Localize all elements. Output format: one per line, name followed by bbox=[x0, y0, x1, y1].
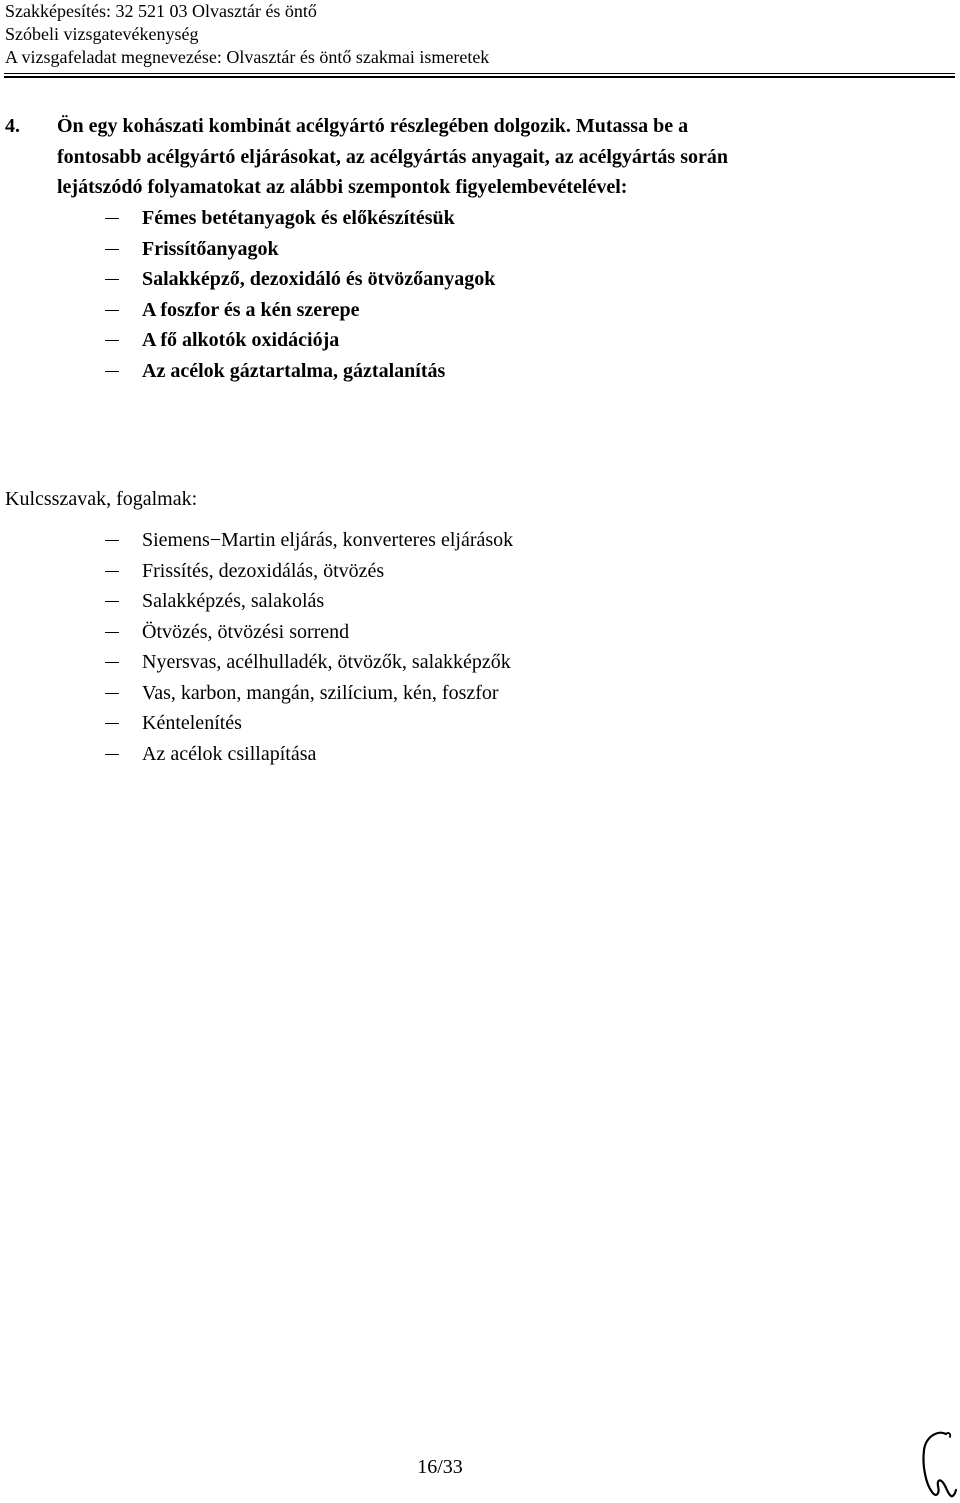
dash-bullet-icon bbox=[105, 571, 119, 572]
dash-bullet-icon bbox=[105, 723, 119, 724]
document-header bbox=[5, 0, 955, 69]
task-point: A foszfor és a kén szerepe bbox=[142, 298, 360, 321]
keyword-item: Az acélok csillapítása bbox=[142, 742, 317, 765]
task-number: 4. bbox=[5, 115, 20, 137]
dash-bullet-icon bbox=[105, 754, 119, 755]
list-item bbox=[0, 586, 960, 617]
header-exam-type: Szóbeli vizsgatevékenység bbox=[5, 24, 199, 44]
list-item bbox=[0, 617, 960, 648]
dash-bullet-icon bbox=[105, 218, 119, 219]
dash-bullet-icon bbox=[105, 632, 119, 633]
task-text-line-3: lejátszódó folyamatokat az alábbi szempontok figyelembevételével: bbox=[57, 176, 628, 198]
list-item bbox=[0, 203, 960, 234]
list-item bbox=[0, 234, 960, 265]
keyword-item: Siemens−Martin eljárás, konverteres eljárások bbox=[142, 529, 514, 551]
dash-bullet-icon bbox=[105, 310, 119, 311]
list-item bbox=[0, 678, 960, 709]
header-divider-thick bbox=[4, 76, 955, 78]
task-text-line-2: fontosabb acélgyártó eljárásokat, az acélgyártás anyagait, az acélgyártás során bbox=[57, 145, 728, 168]
header-task-name: A vizsgafeladat megnevezése: Olvasztár és öntő szakmai ismeretek bbox=[5, 47, 490, 67]
keyword-item: Kéntelenítés bbox=[142, 712, 242, 734]
header-divider-thin bbox=[4, 73, 955, 74]
dash-bullet-icon bbox=[105, 249, 119, 250]
list-item bbox=[0, 739, 960, 770]
list-item bbox=[0, 356, 960, 387]
keywords-list bbox=[0, 525, 960, 769]
dash-bullet-icon bbox=[105, 279, 119, 280]
dash-bullet-icon bbox=[105, 540, 119, 541]
keywords-heading: Kulcsszavak, fogalmak: bbox=[5, 488, 198, 510]
dash-bullet-icon bbox=[105, 662, 119, 663]
dash-bullet-icon bbox=[105, 371, 119, 372]
keyword-item: Frissítés, dezoxidálás, ötvözés bbox=[142, 559, 385, 582]
task-point: Az acélok gáztartalma, gáztalanítás bbox=[142, 359, 446, 382]
list-item bbox=[0, 325, 960, 356]
keyword-item: Salakképzés, salakolás bbox=[142, 590, 325, 612]
list-item bbox=[0, 556, 960, 587]
task-point: A fő alkotók oxidációja bbox=[142, 329, 340, 351]
list-item bbox=[0, 525, 960, 556]
handwritten-signature bbox=[918, 1428, 958, 1500]
dash-bullet-icon bbox=[105, 601, 119, 602]
keyword-item: Nyersvas, acélhulladék, ötvözők, salakképzők bbox=[142, 651, 511, 673]
task-point: Salakképző, dezoxidáló és ötvözőanyagok bbox=[142, 268, 496, 290]
keyword-item: Vas, karbon, mangán, szilícium, kén, foszfor bbox=[142, 681, 499, 704]
list-item bbox=[0, 708, 960, 739]
page-number: 16/33 bbox=[417, 1456, 463, 1478]
task-points-list bbox=[0, 203, 960, 386]
header-qualification: Szakképesítés: 32 521 03 Olvasztár és öntő bbox=[5, 1, 317, 21]
task-text-line-1: Ön egy kohászati kombinát acélgyártó részlegében dolgozik. Mutassa be a bbox=[57, 115, 689, 137]
list-item bbox=[0, 295, 960, 326]
task-point: Frissítőanyagok bbox=[142, 237, 279, 260]
keyword-item: Ötvözés, ötvözési sorrend bbox=[142, 620, 350, 643]
dash-bullet-icon bbox=[105, 693, 119, 694]
task-point: Fémes betétanyagok és előkészítésük bbox=[142, 207, 455, 229]
list-item bbox=[0, 264, 960, 295]
list-item bbox=[0, 647, 960, 678]
dash-bullet-icon bbox=[105, 340, 119, 341]
